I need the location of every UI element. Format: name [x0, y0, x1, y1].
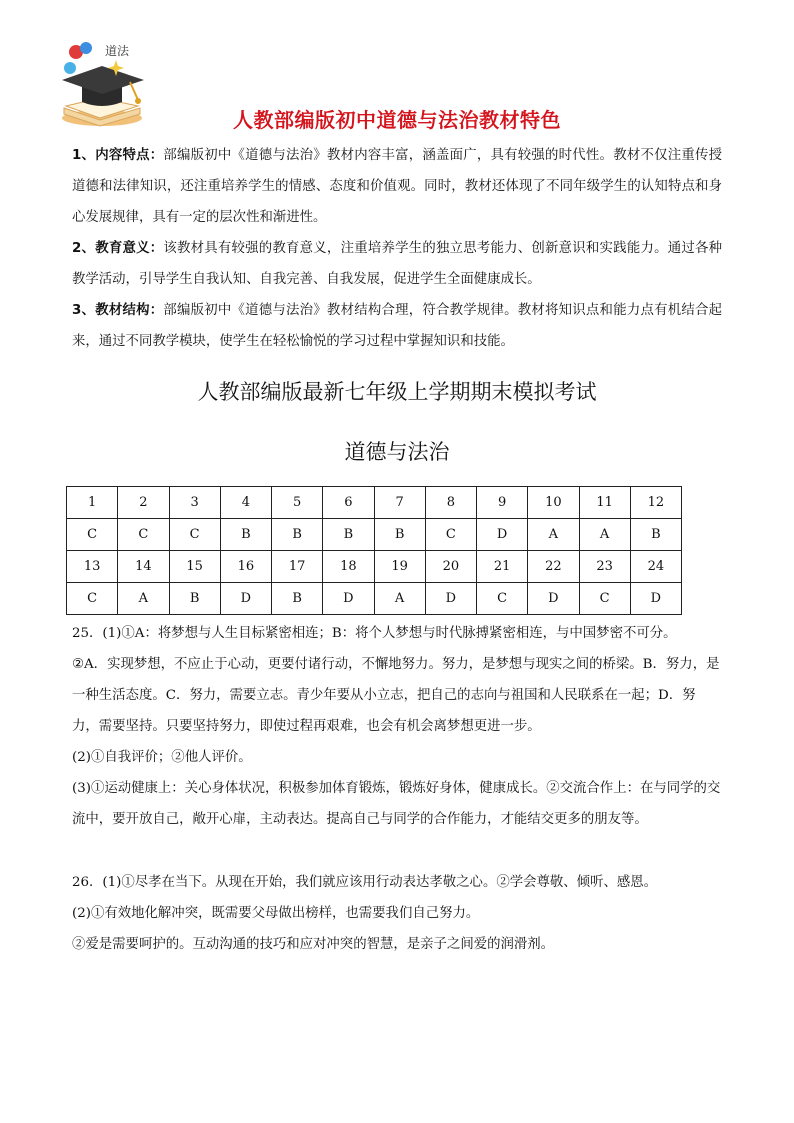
question-number-cell: 3: [169, 487, 220, 519]
question-number-cell: 10: [528, 487, 579, 519]
answer-key-cell: D: [425, 583, 476, 615]
question-number-cell: 6: [323, 487, 374, 519]
answer-key-cell: C: [425, 519, 476, 551]
question-number-cell: 14: [118, 551, 169, 583]
answer-key-cell: D: [477, 519, 528, 551]
answer-key-cell: A: [118, 583, 169, 615]
answer-key-cell: A: [528, 519, 579, 551]
answer-key-cell: B: [323, 519, 374, 551]
question-number-row: [67, 551, 682, 583]
intro-section: [72, 140, 722, 357]
answer-line: (2)①自我评价；②他人评价。: [72, 750, 252, 765]
intro-paragraph: [72, 140, 722, 233]
question-number-row: [67, 487, 682, 519]
question-number-cell: 7: [374, 487, 425, 519]
question-number-cell: 16: [220, 551, 271, 583]
subject-title: 道德与法治: [344, 440, 450, 464]
question-number-cell: 19: [374, 551, 425, 583]
answer-key-row: [67, 519, 682, 551]
answers-section: [72, 618, 722, 960]
intro-heading: 3、教材结构：: [72, 303, 164, 318]
question-number-cell: 22: [528, 551, 579, 583]
question-number-cell: 20: [425, 551, 476, 583]
answer-line: (3)①运动健康上：关心身体状况，积极参加体育锻炼，锻炼好身体，健康成长。②交流合作上：在与同学的交流中，要开放自己，敞开心扉，主动表达。提高自己与同学的合作能力，才能结交更多的朋友等。: [72, 781, 721, 827]
intro-text: 该教材具有较强的教育意义，注重培养学生的独立思考能力、创新意识和实践能力。通过各种教学活动，引导学生自我认知、自我完善、自我发展，促进学生全面健康成长。: [72, 241, 722, 287]
question-number-cell: 11: [579, 487, 630, 519]
answer-line: ②爱是需要呵护的。互动沟通的技巧和应对冲突的智慧，是亲子之间爱的润滑剂。: [72, 937, 555, 952]
exam-title: 人教部编版最新七年级上学期期末模拟考试: [197, 380, 597, 404]
answer-line: 25．(1)①A：将梦想与人生目标紧密相连；B：将个人梦想与时代脉搏紧密相连，与中国梦密不可分。: [72, 626, 677, 641]
answer-key-cell: B: [169, 583, 220, 615]
intro-paragraph: [72, 295, 722, 357]
answer-key-cell: C: [118, 519, 169, 551]
answer-key-cell: B: [220, 519, 271, 551]
intro-text: 部编版初中《道德与法治》教材内容丰富，涵盖面广，具有较强的时代性。教材不仅注重传授道德和法律知识，还注重培养学生的情感、态度和价值观。同时，教材还体现了不同年级学生的认知特点和身心发展规律，具有一定的层次性和渐进性。: [72, 148, 722, 225]
question-number-cell: 2: [118, 487, 169, 519]
spacer: [72, 835, 722, 867]
answer-key-cell: C: [67, 583, 118, 615]
logo-label: 道法: [105, 44, 130, 58]
question-number-cell: 4: [220, 487, 271, 519]
answer-key-row: [67, 583, 682, 615]
answer-line: 26．(1)①尽孝在当下。从现在开始，我们就应该用行动表达孝敬之心。②学会尊敬、倾听、感恩。: [72, 875, 658, 890]
answer-key-cell: D: [220, 583, 271, 615]
answer-key-cell: C: [67, 519, 118, 551]
question-number-cell: 8: [425, 487, 476, 519]
question-number-cell: 12: [630, 487, 681, 519]
question-number-cell: 15: [169, 551, 220, 583]
answer-key-cell: A: [374, 583, 425, 615]
question-number-cell: 21: [477, 551, 528, 583]
answer-key-cell: D: [630, 583, 681, 615]
answer-key-cell: C: [579, 583, 630, 615]
question-number-cell: 24: [630, 551, 681, 583]
document-title: 人教部编版初中道德与法治教材特色: [233, 108, 561, 132]
answer-key-cell: B: [630, 519, 681, 551]
answer-key-cell: C: [477, 583, 528, 615]
intro-heading: 1、内容特点：: [72, 148, 164, 163]
question-number-cell: 23: [579, 551, 630, 583]
answer-line: (2)①有效地化解冲突，既需要父母做出榜样，也需要我们自己努力。: [72, 906, 480, 921]
intro-paragraph: [72, 233, 722, 295]
question-number-cell: 1: [67, 487, 118, 519]
answer-key-cell: A: [579, 519, 630, 551]
answer-key-cell: C: [169, 519, 220, 551]
answer-key-cell: B: [272, 519, 323, 551]
question-number-cell: 5: [272, 487, 323, 519]
answer-line: ②A．实现梦想，不应止于心动，更要付诸行动，不懈地努力。努力，是梦想与现实之间的桥梁。B．努力，是一种生活态度。C．努力，需要立志。青少年要从小立志，把自己的志向与祖国和人民联系在一起；D．努力，需要坚持。只要坚持努力，即使过程再艰难，也会有机会离梦想更进一步。: [72, 657, 720, 734]
intro-heading: 2、教育意义：: [72, 241, 164, 256]
answer-key-cell: B: [374, 519, 425, 551]
question-number-cell: 17: [272, 551, 323, 583]
intro-text: 部编版初中《道德与法治》教材结构合理，符合教学规律。教材将知识点和能力点有机结合起来，通过不同教学模块，使学生在轻松愉悦的学习过程中掌握知识和技能。: [72, 303, 722, 349]
question-number-cell: 13: [67, 551, 118, 583]
answer-table: [66, 486, 682, 615]
question-number-cell: 9: [477, 487, 528, 519]
answer-key-cell: D: [323, 583, 374, 615]
answer-key-cell: D: [528, 583, 579, 615]
question-number-cell: 18: [323, 551, 374, 583]
answer-key-cell: B: [272, 583, 323, 615]
